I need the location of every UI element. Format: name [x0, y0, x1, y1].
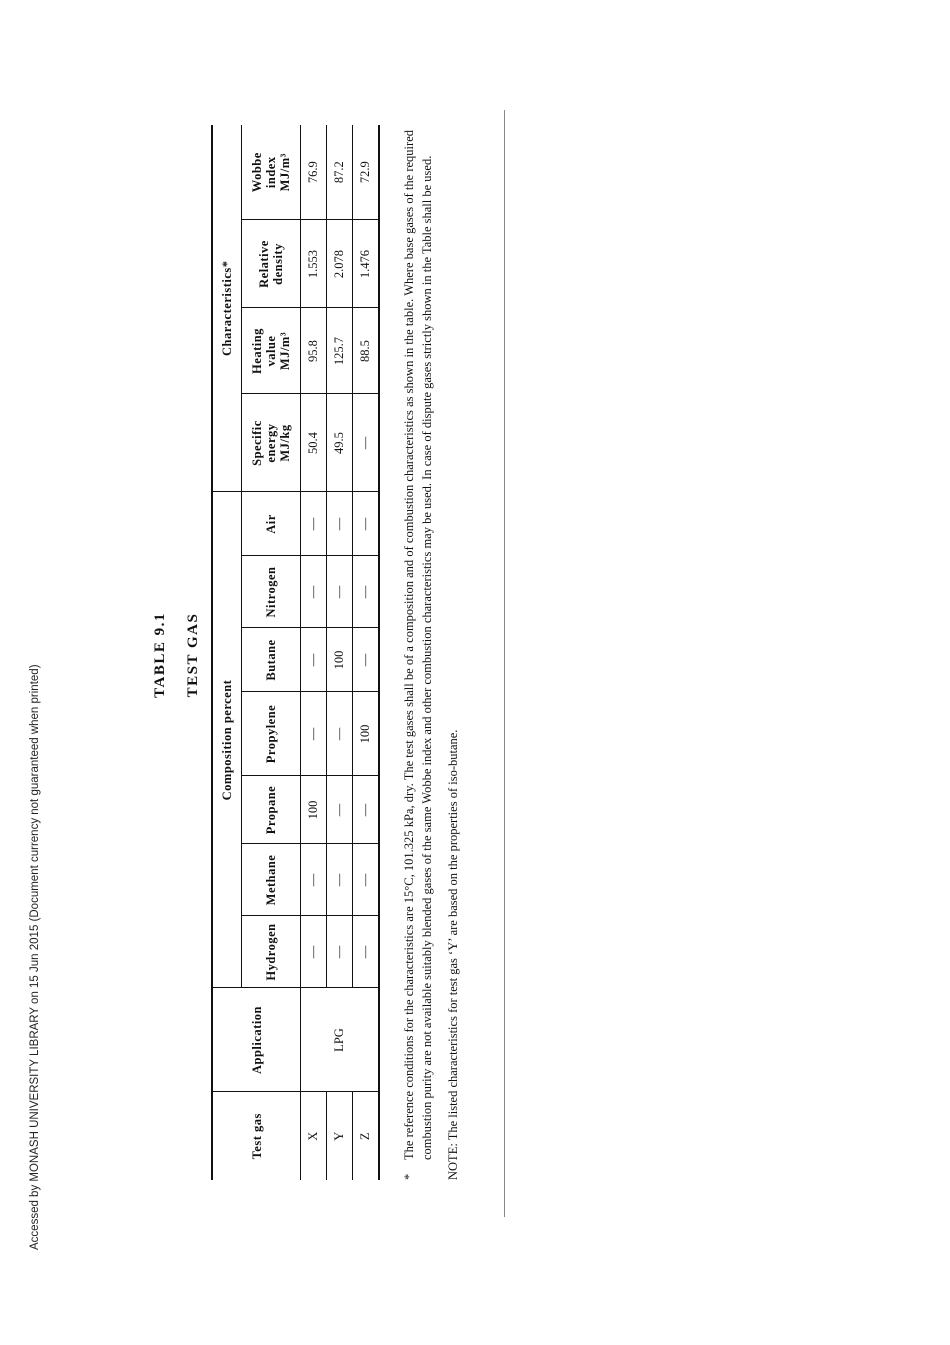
- cell-application: LPG: [301, 988, 380, 1092]
- cell-butane: —: [301, 628, 327, 692]
- cell-nitrogen: —: [301, 556, 327, 628]
- table-caption: TEST GAS: [185, 612, 201, 698]
- cell-air: —: [301, 492, 327, 556]
- header-propylene: Propylene: [242, 692, 301, 776]
- cell-propane: —: [327, 776, 353, 844]
- footnote-text: The reference conditions for the characteristics are 15°C, 101.325 kPa, dry. The test gases shall be of a composition and of combustion characteristics as shown in the table. Where base gases of the required combustion purity are not available suitably blended gases of the same Wobbe index and other combustion characteristics may be used. In case of dispute gases strictly shown in the Table shall be used.: [402, 130, 434, 1160]
- cell-air: —: [353, 492, 380, 556]
- header-composition-percent: Composition percent: [212, 492, 242, 988]
- header-butane: Butane: [242, 628, 301, 692]
- cell-heating-value: 95.8: [301, 308, 327, 394]
- header-nitrogen: Nitrogen: [242, 556, 301, 628]
- cell-propane: 100: [301, 776, 327, 844]
- header-characteristics: Characteristics*: [212, 125, 242, 492]
- cell-specific-energy: —: [353, 394, 380, 492]
- header-relative-density: Relative density: [242, 220, 301, 308]
- cell-relative-density: 1.553: [301, 220, 327, 308]
- cell-hydrogen: —: [327, 916, 353, 988]
- table-row: [301, 125, 327, 1180]
- cell-wobbe-index: 76.9: [301, 125, 327, 220]
- cell-nitrogen: —: [353, 556, 380, 628]
- footnote: [400, 130, 436, 1180]
- cell-specific-energy: 50.4: [301, 394, 327, 492]
- header-heating-value: Heating value MJ/m³: [242, 308, 301, 394]
- header-wobbe-index: Wobbe index MJ/m³: [242, 125, 301, 220]
- cell-wobbe-index: 72.9: [353, 125, 380, 220]
- cell-air: —: [327, 492, 353, 556]
- cell-heating-value: 125.7: [327, 308, 353, 394]
- table-number: TABLE 9.1: [152, 612, 168, 698]
- cell-hydrogen: —: [353, 916, 380, 988]
- header-hydrogen: Hydrogen: [242, 916, 301, 988]
- header-methane: Methane: [242, 844, 301, 916]
- cell-methane: —: [327, 844, 353, 916]
- header-propane: Propane: [242, 776, 301, 844]
- header-application: Application: [212, 988, 301, 1092]
- cell-methane: —: [353, 844, 380, 916]
- table-note: NOTE: The listed characteristics for test gas ‘Y’ are based on the properties of iso-butane.: [446, 729, 460, 1180]
- cell-methane: —: [301, 844, 327, 916]
- cell-heating-value: 88.5: [353, 308, 380, 394]
- table-notes: [400, 130, 462, 1180]
- cell-propylene: —: [301, 692, 327, 776]
- cell-butane: —: [353, 628, 380, 692]
- cell-relative-density: 1.476: [353, 220, 380, 308]
- cell-wobbe-index: 87.2: [327, 125, 353, 220]
- cell-test-gas: X: [306, 1131, 320, 1141]
- access-watermark: Accessed by MONASH UNIVERSITY LIBRARY on 15 Jun 2015 (Document currency not guaranteed when printed): [29, 664, 41, 1250]
- cell-specific-energy: 49.5: [327, 394, 353, 492]
- rotated-table-content: [150, 110, 480, 1200]
- cell-butane: 100: [327, 628, 353, 692]
- cell-test-gas: Z: [353, 1092, 380, 1180]
- cell-nitrogen: —: [327, 556, 353, 628]
- header-specific-energy: Specific energy MJ/kg: [242, 394, 301, 492]
- cell-propane: —: [353, 776, 380, 844]
- cell-relative-density: 2.078: [327, 220, 353, 308]
- footnote-mark: *: [402, 1173, 416, 1180]
- header-air: Air: [242, 492, 301, 556]
- cell-propylene: 100: [353, 692, 380, 776]
- test-gas-table: [211, 125, 380, 1180]
- cell-propylene: —: [327, 692, 353, 776]
- table-title: [150, 110, 216, 1200]
- cell-test-gas: Y: [327, 1092, 353, 1180]
- cell-hydrogen: —: [301, 916, 327, 988]
- page-rule: [504, 110, 505, 1217]
- header-test-gas: Test gas: [212, 1092, 301, 1180]
